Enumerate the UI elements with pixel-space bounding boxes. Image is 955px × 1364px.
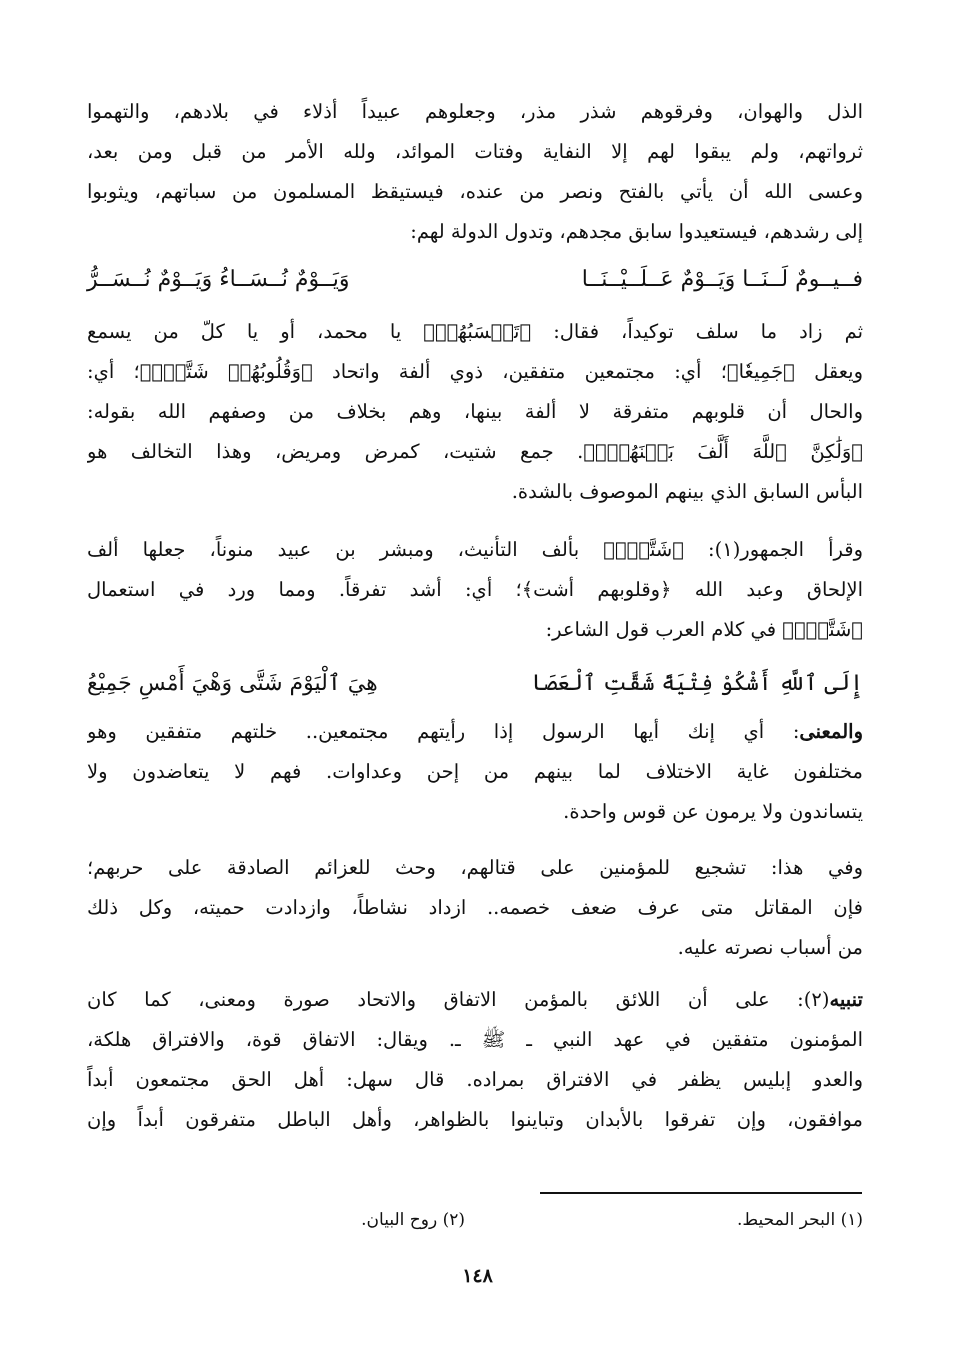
poetry-verse-2: [87, 662, 863, 706]
text-run: (٢): على أن اللائق بالمؤمن الاتفاق والاتحاد صورة ومعنى، كما كان: [87, 988, 830, 1011]
poetry-verse-1: [87, 258, 863, 302]
verse-hemistich-first: إِلَى ٱللَّهِ أَشْكُوْ فِتْيَةً شَقَّتِ ٱلْعَصَا: [531, 671, 863, 696]
text-line: المؤمنون متفقين في عهد النبي ـ ﷺ ـ. ويقال: الاتفاق قوة، والافتراق هلكة،: [87, 1028, 863, 1051]
bold-lead-word: تنبيه: [829, 988, 863, 1011]
text-line: والعدو إبليس يظفر في الافتراق بمراده. قال سهل: أهل الحق مجتمعون أبداً: [87, 1068, 863, 1091]
paragraph-2: [87, 312, 863, 512]
paragraph-1: [87, 92, 863, 252]
text-line: موافقون، وإن تفرقوا بالأبدان وتباينوا بالظواهر، وأهل الباطل متفرقون أبداً وإن: [87, 1108, 863, 1131]
text-line: ثرواتهم، ولم يبقوا لهم إلا النفاية وفتات الموائد، ولله الأمر من قبل ومن بعد،: [87, 140, 863, 163]
text-line: إلى رشدهم، فيستعيدوا سابق مجدهم، وتدول الدولة لهم:: [410, 220, 863, 243]
text-line: وقرأ الجمهور(١): ﴿شَتَّىٰۚ﴾ بألف التأنيث، ومبشر بن عبيد منوناً، جعلها ألف: [87, 538, 863, 561]
text-line: ﴿وَلَٰكِنَّ ٱللَّهَ أَلَّفَ بَيۡنَهُمۡۚ﴾. جمع شتيت، كمرض ومريض، وهذا التخالف هو: [87, 440, 863, 463]
text-line: الإلحاق وعبد الله ﴿وقلوبهم أشت﴾؛ أي: أشد تفرقاً. ومما ورد في استعمال: [87, 578, 863, 601]
text-line: ثم زاد ما سلف توكيداً، فقال: ﴿تَحۡسَبُهُمۡ﴾ يا محمد، أو يا كلّ من يسمع: [87, 320, 863, 343]
page-number: ١٤٨: [462, 1265, 493, 1287]
text-line: يتساندون ولا يرمون عن قوس واحدة.: [563, 800, 863, 823]
verse-hemistich-first: فــيــومٌ لَــنَــا وَيَــوْمٌ عَــلَــيْــنَــا: [581, 267, 863, 292]
paragraph-4: [87, 712, 863, 832]
text-line: مختلفون غاية الاختلاف لما بينهم من إحن وعداوات. فهم لا يتعاضدون ولا: [87, 760, 863, 783]
text-line: البأس السابق الذي بينهم الموصوف بالشدة.: [511, 480, 863, 503]
footnote-1: (١) البحر المحيط.: [737, 1210, 863, 1230]
text-line: وفي هذا: تشجيع للمؤمنين على قتالهم، وحث للعزائم الصادقة على حربهم؛: [87, 856, 863, 879]
verse-hemistich-second: وَيَــوْمٌ نُــسَــاءُ وَيَــوْمٌ نُــسَــرُّ: [87, 267, 350, 292]
text-line: فإن المقاتل متى عرف ضعف خصمه.. ازداد نشاطاً، وازدادت حميته، وكل ذلك: [87, 896, 863, 919]
text-line: من أسباب نصرته عليه.: [677, 936, 863, 959]
text-run: : أي إنك أيها الرسول إذا رأيتهم مجتمعين.. خلتهم متفقين وهو: [87, 720, 800, 743]
text-line: [87, 980, 863, 1020]
paragraph-6: [87, 980, 863, 1140]
footnote-2: (٢) روح البيان.: [361, 1210, 465, 1230]
text-line: وعسى الله أن يأتي بالفتح ونصر من عنده، فيستيقظ المسلمون من سباتهم، ويثوبوا: [87, 180, 863, 203]
verse-hemistich-second: هِيَ ٱلْيَوْمَ شَتَّى وَهْيَ أَمْسِ جَمِيْعُ: [87, 671, 378, 696]
paragraph-5: [87, 848, 863, 968]
text-line: ﴿شَتَّىٰۚ﴾ في كلام العرب قول الشاعر:: [545, 618, 863, 641]
text-line: الذل والهوان، وفرقوهم شذر مذر، وجعلوهم عبيداً أذلاء في بلادهم، والتهموا: [87, 100, 863, 123]
text-line: ويعقل ﴿جَمِيعٗا﴾؛ أي: مجتمعين متفقين، ذوي ألفة واتحاد ﴿وَقُلُوبُهُمۡ شَتَّىٰۚ﴾؛ أي:: [87, 360, 863, 383]
text-line: والحال أن قلوبهم متفرقة لا ألفة بينها، وهم بخلاف من وصفهم الله بقوله:: [87, 400, 863, 423]
footnote-separator: [540, 1192, 862, 1194]
paragraph-3: [87, 530, 863, 650]
text-line: [87, 712, 863, 752]
bold-lead-word: والمعنى: [799, 720, 863, 743]
